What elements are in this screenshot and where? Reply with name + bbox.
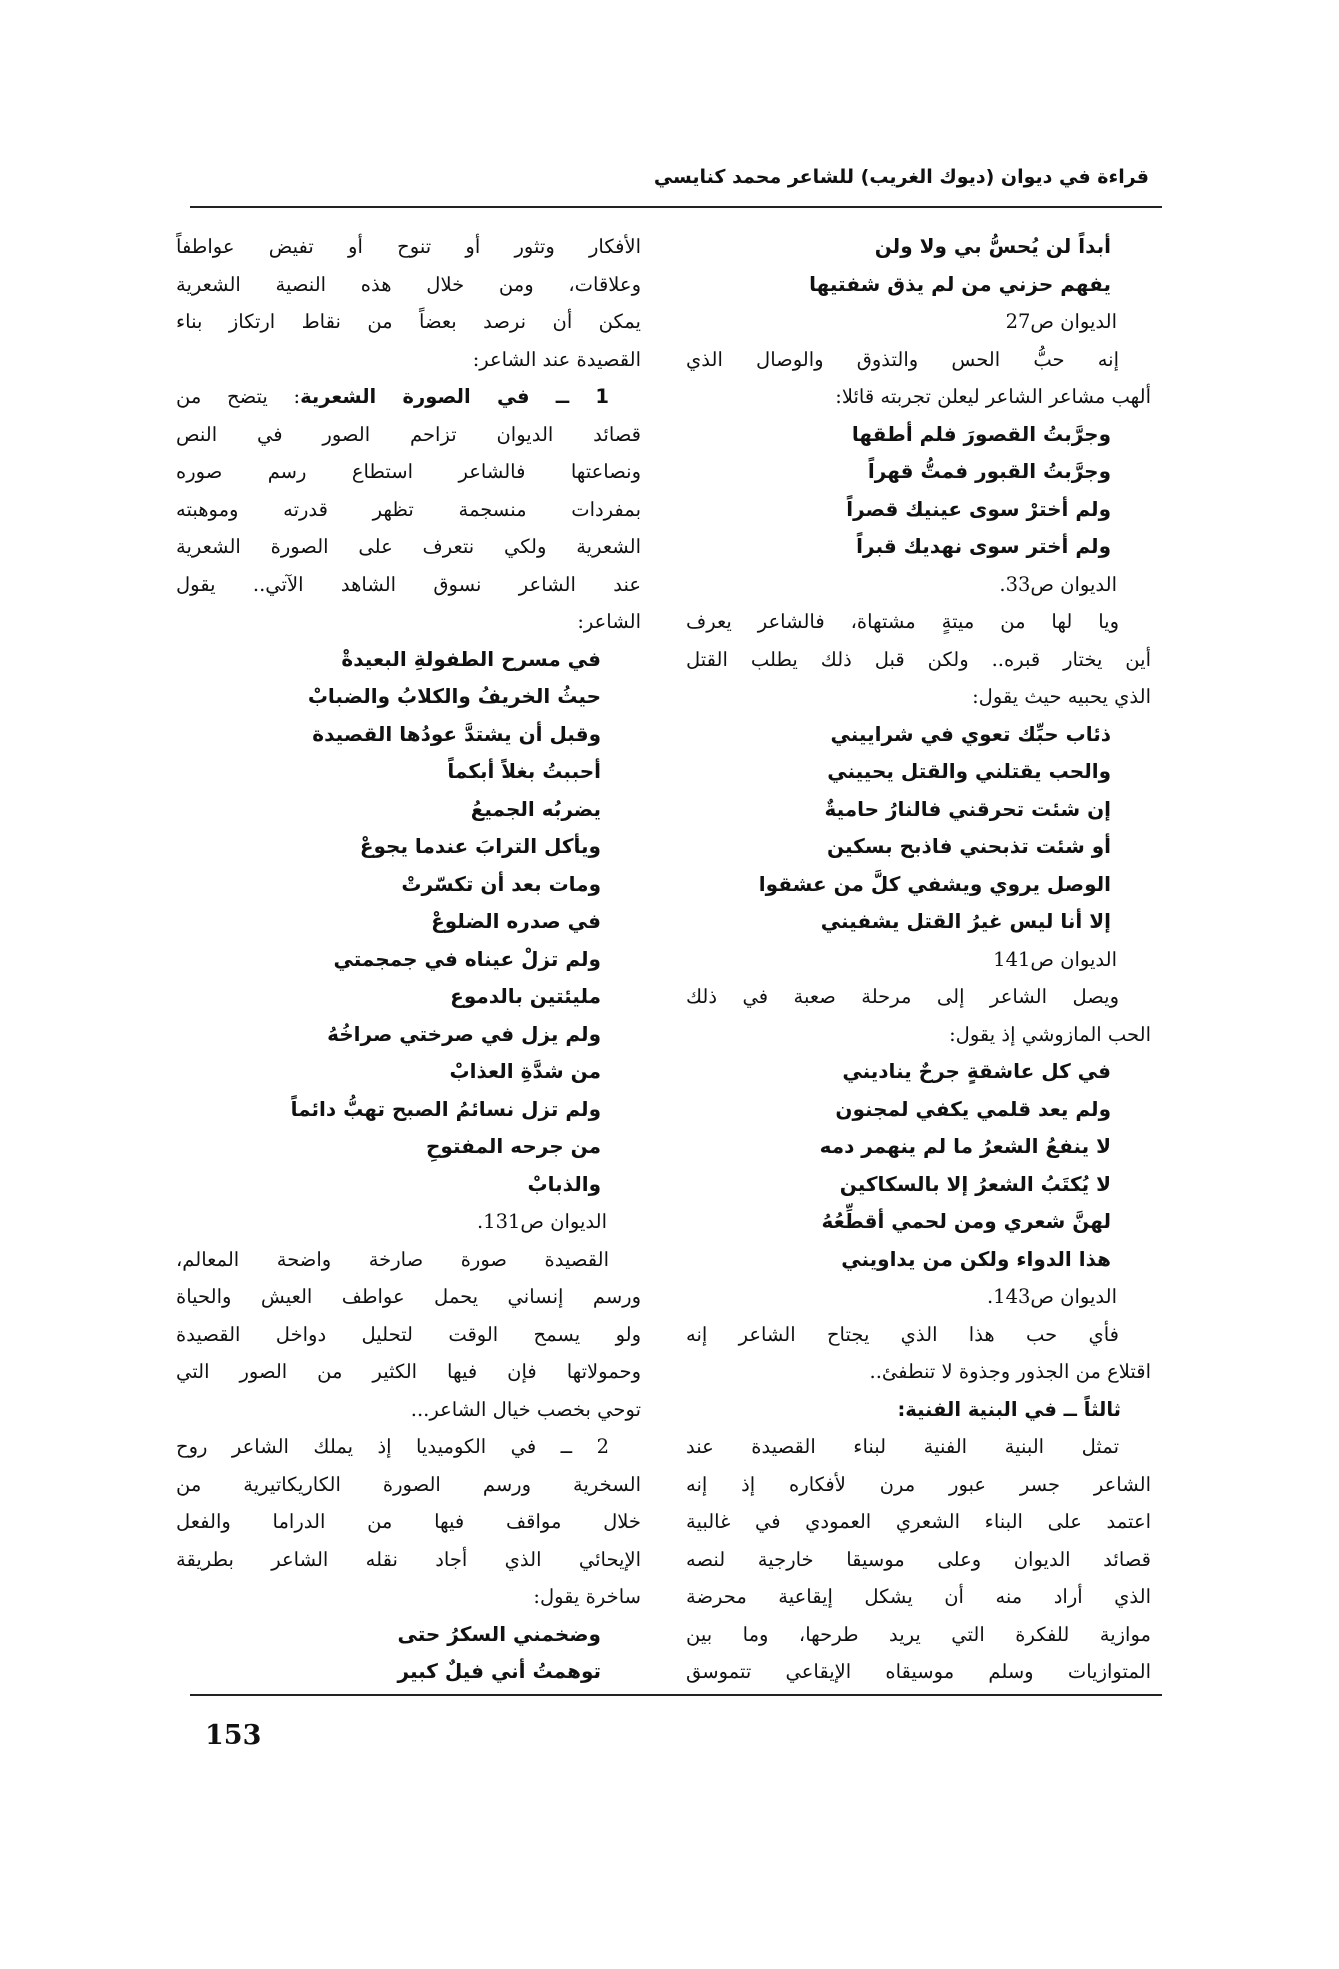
verse-line: يضربُه الجميعُ: [470, 796, 601, 821]
verse-line: وضخمني السكرُ حتى: [397, 1621, 601, 1646]
prose-line: الشاعر:: [577, 610, 641, 633]
prose-line: خلال مواقف فيها من الدراما والفعل: [176, 1510, 641, 1533]
verse-line: أحببتُ بغلاً أبكماً: [447, 759, 601, 783]
prose-line: ولو يسمح الوقت لتحليل دواخل القصيدة: [176, 1322, 641, 1346]
prose-line: الحب المازوشي إذ يقول:: [949, 1022, 1151, 1046]
citation-line: الديوان ص33.: [999, 572, 1117, 596]
verse-line: وجرَّبتُ القصورَ فلم أطقها: [851, 421, 1111, 446]
running-header: قراءة في ديوان (ديوك الغريب) للشاعر محمد كنايسي: [653, 166, 1149, 188]
prose-line: ألهب مشاعر الشاعر ليعلن تجربته قائلا:: [835, 385, 1151, 408]
prose-line: الشاعر جسر عبور مرن لأفكاره إذ إنه: [686, 1472, 1151, 1496]
verse-line: والحب يقتلني والقتل يحييني: [827, 759, 1111, 783]
prose-line: المتوازيات وسلم موسيقاه الإيقاعي تتموسق: [686, 1660, 1151, 1683]
verse-line: ويأكل الترابَ عندما يجوعْ: [359, 834, 601, 858]
verse-line: من جرحه المفتوحِ: [426, 1134, 601, 1158]
citation-line: الديوان ص143.: [986, 1285, 1117, 1308]
verse-line: ومات بعد أن تكسّرتْ: [401, 871, 601, 896]
footer-rule: [190, 1694, 1162, 1696]
citation-line: الديوان ص27: [1005, 310, 1117, 333]
verse-line: إلا أنا ليس غيرُ القتل يشفيني: [820, 909, 1111, 933]
verse-line: ولم تزل نسائمُ الصبح تهبُّ دائماً: [290, 1096, 601, 1121]
verse-line: في صدره الضلوعْ: [431, 909, 601, 933]
citation-line: الديوان ص131.: [476, 1210, 607, 1233]
verse-line: حيثُ الخريفُ والكلابُ والضبابْ: [307, 684, 601, 708]
prose-line: القصيدة عند الشاعر:: [472, 347, 641, 371]
prose-line: قصائد الديوان وعلى موسيقا خارجية لنصه: [686, 1547, 1151, 1571]
subsection-title: 1 ــ في الصورة الشعرية: [300, 385, 609, 408]
verse-line: الوصل يروي ويشفي كلَّ من عشقوا: [758, 871, 1111, 896]
prose-line: الذي يحبيه حيث يقول:: [972, 685, 1151, 708]
prose-line: فأي حب هذا الذي يجتاح الشاعر إنه: [686, 1322, 1119, 1346]
subsection-line: [176, 378, 641, 416]
verse-line: ولم تزلْ عيناه في جمجمتي: [333, 946, 601, 971]
prose-line: تمثل البنية الفنية لبناء القصيدة عند: [686, 1435, 1119, 1458]
verse-line: وقبل أن يشتدَّ عودُها القصيدة: [312, 721, 601, 746]
verse-line: في كل عاشقةٍ جرحٌ يناديني: [842, 1059, 1111, 1083]
verse-line: وجرَّبتُ القبور فمتُّ قهراً: [867, 459, 1111, 483]
citation-line: الديوان ص141: [993, 947, 1117, 971]
prose-line: السخرية ورسم الصورة الكاريكاتيرية من: [176, 1472, 641, 1496]
verse-line: إن شئت تحرقني فالنارُ حاميةٌ: [824, 796, 1111, 821]
prose-line: توحي بخصب خيال الشاعر...: [410, 1397, 641, 1421]
verse-line: يفهم حزني من لم يذق شفتيها: [809, 271, 1111, 296]
verse-line: ولم أخترْ سوى عينيك قصراً: [846, 496, 1111, 521]
subsection-text: : يتضح من: [176, 385, 301, 408]
prose-line: ويا لها من ميتةٍ مشتهاة، فالشاعر يعرف: [686, 610, 1119, 633]
prose-line: اعتمد على البناء الشعري العمودي في غالبية: [686, 1510, 1151, 1533]
prose-line: القصيدة صورة صارخة واضحة المعالم،: [176, 1247, 609, 1271]
prose-line: ساخرة يقول:: [533, 1585, 641, 1608]
prose-line: الإيحائي الذي أجاد نقله الشاعر بطريقة: [176, 1547, 641, 1571]
header-rule: [190, 206, 1162, 208]
page-number: 153: [205, 1720, 262, 1751]
verse-line: في مسرح الطفولةِ البعيدةْ: [341, 646, 601, 671]
right-column: [686, 228, 1151, 1691]
verse-line: من شدَّةِ العذابْ: [449, 1059, 601, 1083]
verse-line: لا ينفعُ الشعرُ ما لم ينهمر دمه: [819, 1134, 1111, 1158]
prose-line: ورسم إنساني يحمل عواطف العيش والحياة: [176, 1285, 641, 1308]
verse-line: لا يُكتَبُ الشعرُ إلا بالسكاكين: [839, 1171, 1111, 1196]
verse-line: لهنَّ شعري ومن لحمي أقطِّعُهُ: [821, 1209, 1111, 1233]
verse-line: مليئتين بالدموع: [450, 984, 601, 1008]
prose-line: موازية للفكرة التي يريد طرحها، وما بين: [686, 1622, 1151, 1646]
prose-line: قصائد الديوان تزاحم الصور في النص: [176, 422, 641, 446]
prose-line: وعلاقات، ومن خلال هذه النصية الشعرية: [176, 272, 641, 296]
verse-line: توهمتُ أني فيلٌ كبير: [397, 1659, 601, 1683]
prose-line: اقتلاع من الجذور وجذوة لا تنطفئ..: [869, 1360, 1151, 1383]
verse-line: ولم يعد قلمي يكفي لمجنون: [835, 1096, 1111, 1121]
prose-line: بمفردات منسجمة تظهر قدرته وموهبته: [176, 497, 641, 521]
prose-line: ويصل الشاعر إلى مرحلة صعبة في ذلك: [686, 985, 1119, 1008]
prose-line: يمكن أن نرصد بعضاً من نقاط ارتكاز بناء: [176, 310, 641, 333]
prose-line: الشعرية ولكي نتعرف على الصورة الشعرية: [176, 535, 641, 558]
prose-line: وحمولاتها فإن فيها الكثير من الصور التي: [176, 1360, 641, 1383]
prose-line: ونصاعتها فالشاعر استطاع رسم صوره: [176, 460, 641, 483]
prose-line: عند الشاعر نسوق الشاهد الآتي.. يقول: [176, 572, 641, 596]
verse-line: هذا الدواء ولكن من يداويني: [841, 1246, 1111, 1271]
verse-line: أبداً لن يُحسُّ بي ولا ولن: [874, 234, 1111, 258]
prose-line: 2 ــ في الكوميديا إذ يملك الشاعر روح: [176, 1435, 609, 1458]
verse-line: ذئاب حبِّك تعوي في شراييني: [830, 721, 1111, 746]
verse-line: ولم يزل في صرختي صراخُهُ: [327, 1021, 601, 1046]
prose-line: الذي أراد منه أن يشكل إيقاعية محرضة: [686, 1585, 1151, 1608]
prose-line: إنه حبُّ الحس والتذوق والوصال الذي: [686, 347, 1119, 371]
verse-line: ولم أختر سوى نهديك قبراً: [856, 534, 1111, 558]
left-column: [176, 228, 641, 1691]
section-heading: ثالثاً ــ في البنية الفنية:: [897, 1397, 1121, 1421]
prose-line: أين يختار قبره.. ولكن قبل ذلك يطلب القتل: [686, 647, 1151, 671]
verse-line: والذبابْ: [527, 1171, 601, 1196]
prose-line: الأفكار وتثور أو تنوح أو تفيض عواطفاً: [176, 235, 641, 258]
verse-line: أو شئت تذبحني فاذبح بسكين: [827, 834, 1111, 858]
